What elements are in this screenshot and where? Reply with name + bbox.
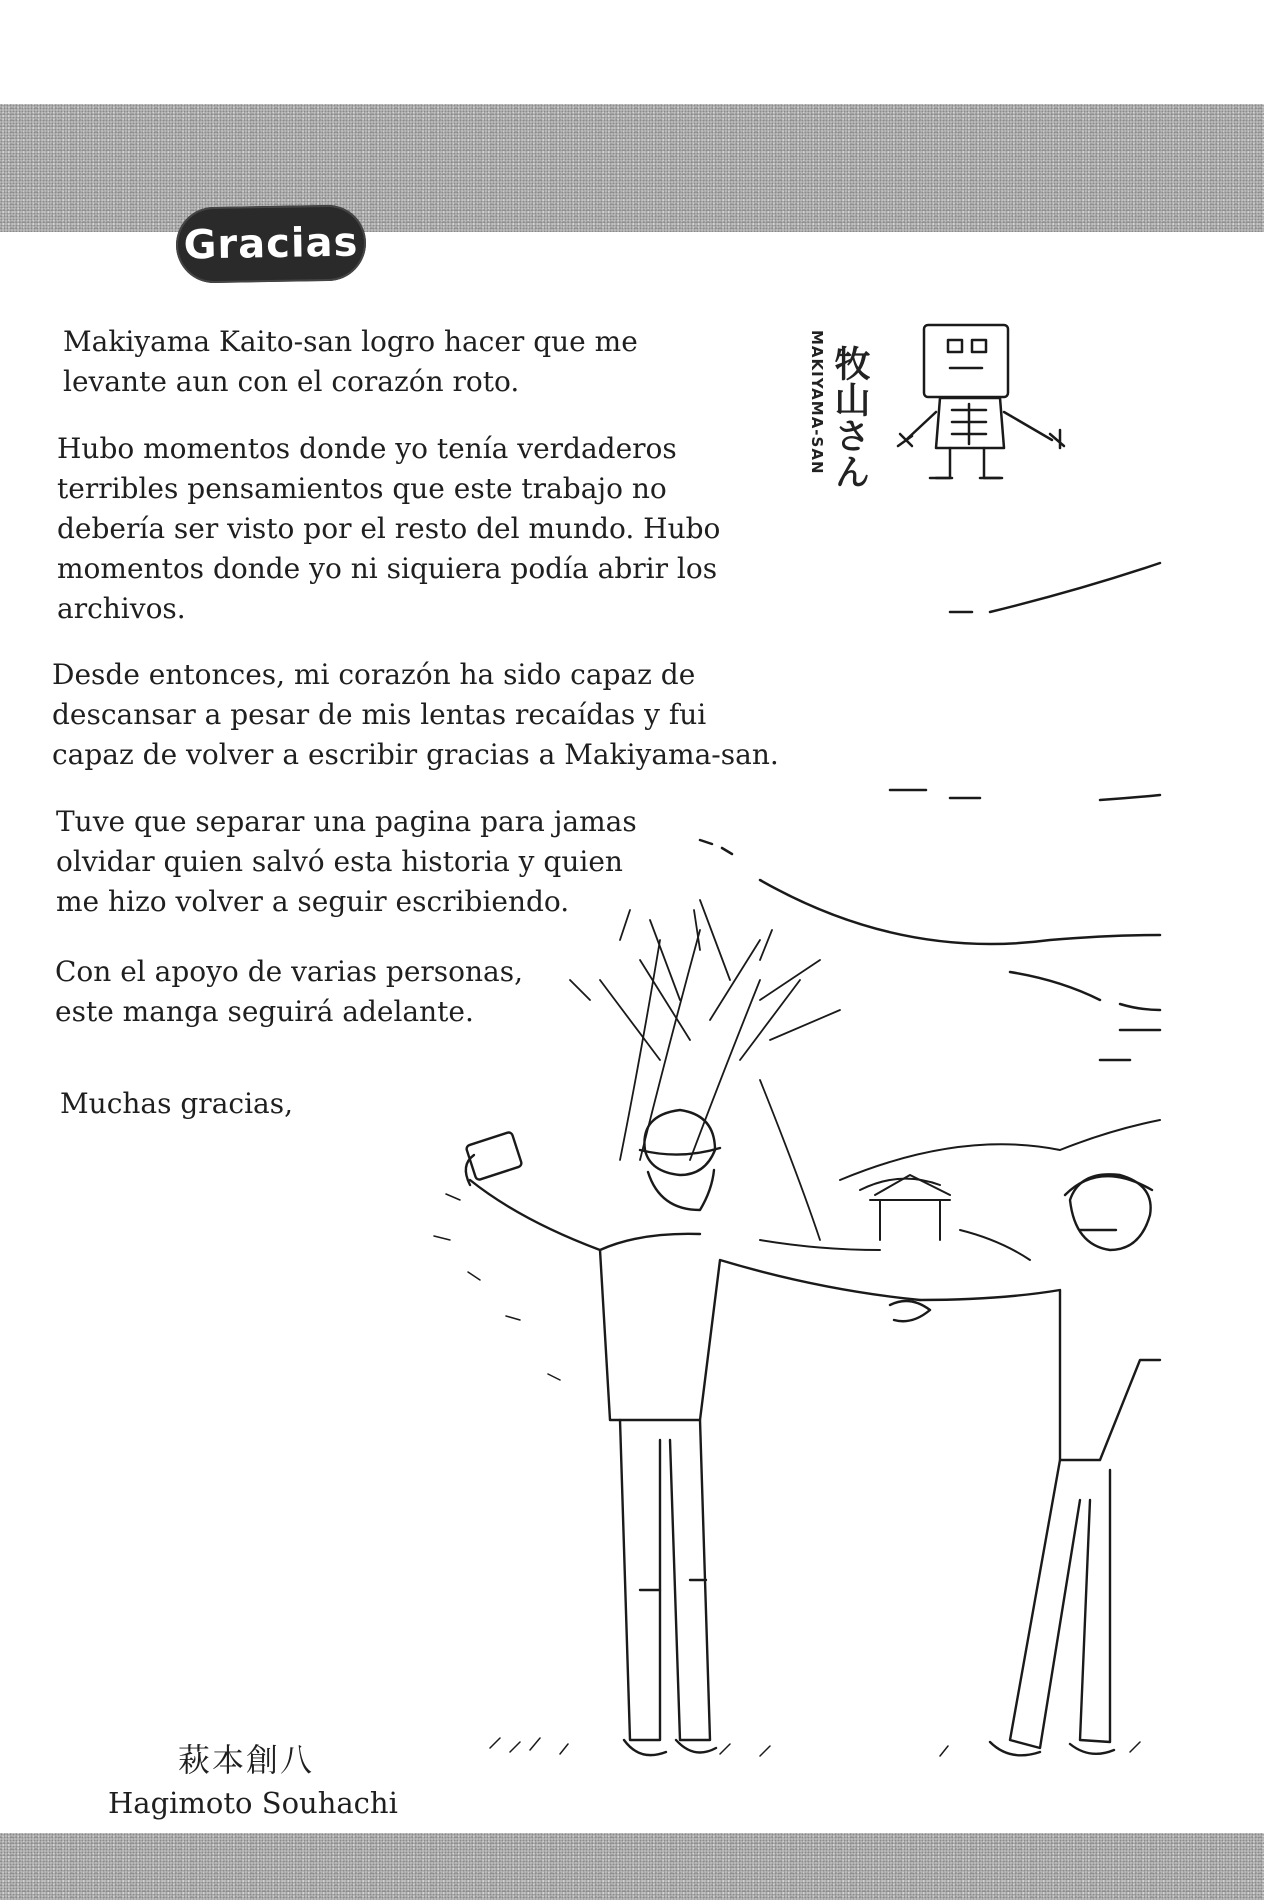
people [466,1110,1160,1755]
paragraph-1: Makiyama Kaito-san logro hacer que me levante aun con el corazón roto. [63,325,638,398]
closing-line: Muchas gracias, [60,1087,293,1120]
character-label-en: MAKIYAMA-SAN [808,330,826,475]
paragraph-3: Desde entonces, mi corazón ha sido capaz de descansar a pesar de mis lentas recaídas y fui capaz de volver a escribir gracias a Makiyama-san. [52,658,779,771]
paragraph-5: Con el apoyo de varias personas, este manga seguirá adelante. [55,955,524,1028]
top-screentone-band [0,104,1264,232]
title-badge: Gracias [175,204,366,283]
paragraph-4: Tuve que separar una pagina para jamas olvidar quien salvó esta historia y quien me hizo volver a seguir escribiendo. [56,805,637,918]
signature-romaji: Hagimoto Souhachi [108,1786,398,1820]
signature-japanese: 萩本創八 [178,1741,315,1779]
robot-icon [898,325,1064,478]
paragraph-2: Hubo momentos donde yo tenía verdaderos terribles pensamientos que este trabajo no debería ser visto por el resto del mundo. Hubo momentos donde yo ni siquiera podía abrir los archivos. [57,432,721,625]
illustration [0,232,1264,1832]
character-label-jp: 牧山さん [829,345,870,489]
bottom-screentone-band [0,1833,1264,1900]
tree [570,900,840,1240]
sky-strokes [700,563,1160,1060]
